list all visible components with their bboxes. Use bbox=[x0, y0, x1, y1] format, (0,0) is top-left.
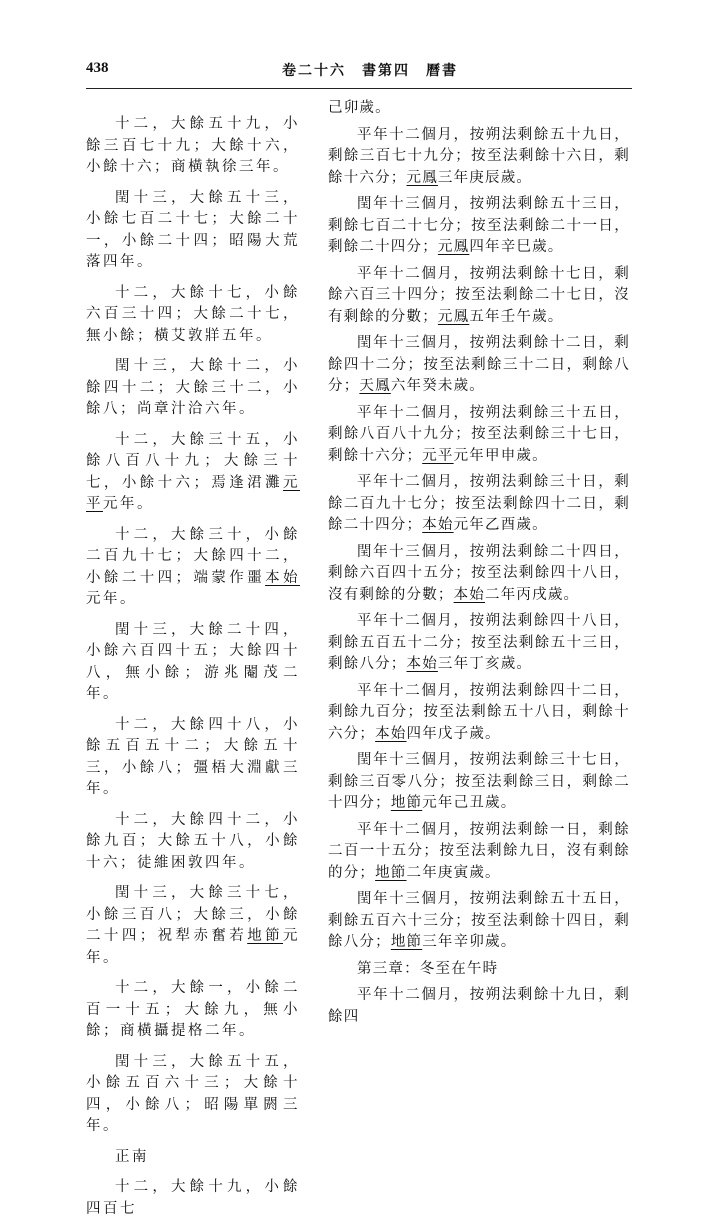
original-entry: 閏十三，大餘五十五，小餘五百六十三；大餘十四，小餘八；昭陽單閼三年。 bbox=[86, 1053, 300, 1134]
era-name-underlined: 元鳳 bbox=[437, 239, 470, 255]
text-segment: 三年丁亥歲。 bbox=[437, 656, 533, 672]
original-entry: 十二，大餘五十九，小餘三百七十九；大餘十六，小餘十六；商橫執徐三年。 bbox=[86, 116, 300, 175]
original-entry bbox=[86, 883, 300, 969]
era-name-underlined: 元鳳 bbox=[406, 169, 438, 186]
era-name-underlined: 本始 bbox=[453, 586, 486, 603]
text-segment: 元年乙酉歲。 bbox=[453, 517, 548, 533]
header-rule bbox=[86, 88, 632, 89]
text-segment: 平年十二個月，按朔法剩餘三十日，剩餘二百九十七分；按至法剩餘四十二日，剩餘二十四分； bbox=[328, 474, 630, 533]
era-name-underlined: 地節 bbox=[390, 795, 423, 811]
original-entry: 十二，大餘四十二，小餘九百；大餘五十八，小餘十六；徒維困敦四年。 bbox=[86, 811, 300, 871]
translation-entry bbox=[328, 611, 630, 676]
translation-entry bbox=[328, 820, 630, 885]
era-name-underlined: 元平 bbox=[86, 474, 300, 512]
original-entry: 閏十三，大餘五十三，小餘七百二十七；大餘二十一，小餘二十四；昭陽大荒落四年。 bbox=[86, 189, 300, 270]
text-segment: 元年。 bbox=[103, 496, 154, 512]
text-segment: 元年甲申歲。 bbox=[453, 447, 548, 464]
text-segment: 平年十二個月，按朔法剩餘四十二日，剩餘九百分；按至法剩餘五十八日，剩餘十六分； bbox=[328, 682, 630, 742]
translation-entry bbox=[328, 889, 630, 954]
text-segment: 閏年十三個月，按朔法剩餘二十四日，剩餘六百四十五分；按至法剩餘四十八日，沒有剩餘的分數； bbox=[328, 543, 630, 603]
text-segment: 元年。 bbox=[86, 591, 137, 607]
translation-entry bbox=[328, 125, 630, 190]
text-segment: 元年己丑歲。 bbox=[422, 795, 517, 811]
translation-entry: 己卯歲。 bbox=[328, 100, 391, 116]
translation-entry bbox=[328, 750, 630, 815]
translation-entry bbox=[328, 264, 630, 329]
era-name-underlined: 元平 bbox=[422, 447, 454, 464]
era-name-underlined: 本始 bbox=[422, 517, 454, 533]
text-segment: 平年十二個月，按朔法剩餘四十八日，剩餘五百五十二分；按至法剩餘五十三日，剩餘八分； bbox=[328, 613, 630, 672]
era-name-underlined: 地節 bbox=[375, 864, 407, 881]
original-entry: 十二，大餘四十八，小餘五百五十二；大餘五十三，小餘八；彊梧大淵獻三年。 bbox=[86, 716, 300, 797]
era-name-underlined: 天鳳 bbox=[359, 378, 391, 394]
text-segment: 平年十二個月，按朔法剩餘十七日，剩餘六百三十四分；按至法剩餘二十七日，沒有剩餘的分數； bbox=[328, 265, 630, 325]
text-segment: 二年庚寅歲。 bbox=[406, 864, 501, 881]
right-column-translation bbox=[328, 98, 630, 1033]
original-entry: 正南 bbox=[115, 1148, 149, 1165]
text-segment: 六年癸未歲。 bbox=[390, 378, 486, 394]
running-head: 卷二十六 書第四 曆書 bbox=[282, 63, 458, 79]
text-segment: 元年。 bbox=[86, 928, 301, 966]
original-entry: 閏十三，大餘十二，小餘四十二；大餘三十二，小餘八；尚章汁洽六年。 bbox=[86, 358, 300, 417]
era-name-underlined: 本始 bbox=[375, 725, 407, 742]
text-segment: 閏年十三個月，按朔法剩餘五十三日，剩餘七百二十七分；按至法剩餘二十一日，剩餘二十四分； bbox=[328, 196, 630, 255]
era-name-underlined: 地節 bbox=[247, 928, 284, 944]
text-segment: 閏十三，大餘三十七，小餘三百八；大餘三，小餘二十四；祝犁赤奮若 bbox=[86, 885, 300, 944]
page-number: 438 bbox=[86, 60, 109, 76]
translation-entry bbox=[328, 681, 630, 746]
text-segment: 三年辛卯歲。 bbox=[422, 934, 517, 950]
translation-entry bbox=[328, 472, 630, 537]
original-entry bbox=[86, 525, 300, 611]
page-header bbox=[86, 60, 632, 86]
text-segment: 閏年十三個月，按朔法剩餘十二日，剩餘四十二分；按至法剩餘三十二日，剩餘八分； bbox=[328, 335, 630, 394]
text-segment: 十二，大餘三十五，小餘八百八十九；大餘三十七，小餘十六；焉逢涒灘 bbox=[86, 431, 300, 491]
text-segment: 閏年十三個月，按朔法剩餘五十五日，剩餘五百六十三分；按至法剩餘十四日，剩餘八分； bbox=[328, 891, 630, 950]
text-segment: 平年十二個月，按朔法剩餘五十九日，剩餘三百七十九分；按至法剩餘十六日，剩餘十六分； bbox=[328, 126, 630, 186]
original-entry bbox=[86, 430, 300, 516]
text-segment: 二年丙戌歲。 bbox=[485, 586, 580, 603]
text-segment: 四年戊子歲。 bbox=[406, 725, 501, 742]
translation-entry bbox=[328, 542, 630, 607]
text-segment: 十二，大餘三十，小餘二百九十七；大餘四十二，小餘二十四；端蒙作噩 bbox=[86, 526, 300, 586]
left-column-original-text bbox=[86, 114, 300, 1229]
era-name-underlined: 本始 bbox=[265, 569, 301, 586]
original-entry: 閏十三，大餘二十四，小餘六百四十五；大餘四十八，無小餘；游兆閹茂二年。 bbox=[86, 621, 300, 702]
era-name-underlined: 地節 bbox=[390, 934, 423, 950]
text-segment: 四年辛巳歲。 bbox=[469, 239, 564, 255]
text-segment: 五年壬午歲。 bbox=[469, 308, 564, 325]
era-name-underlined: 元鳳 bbox=[437, 308, 470, 325]
translation-entry bbox=[328, 194, 630, 259]
translation-entry bbox=[328, 333, 630, 398]
text-segment: 平年十二個月，按朔法剩餘一日，剩餘二百一十五分；按至法剩餘九日，沒有剩餘的分； bbox=[328, 821, 630, 881]
translation-entry: 平年十二個月，按朔法剩餘十九日，剩餘四 bbox=[328, 987, 630, 1025]
original-entry: 十二，大餘一，小餘二百一十五；大餘九，無小餘；商橫攝提格二年。 bbox=[86, 980, 300, 1039]
original-entry: 十二，大餘十九，小餘四百七 bbox=[86, 1179, 300, 1217]
original-entry: 十二，大餘十七，小餘六百三十四；大餘二十七，無小餘；橫艾敦牂五年。 bbox=[86, 284, 300, 344]
text-segment: 三年庚辰歲。 bbox=[437, 169, 533, 186]
era-name-underlined: 本始 bbox=[406, 656, 438, 672]
translation-entry bbox=[328, 403, 630, 468]
translation-entry: 第三章：冬至在午時 bbox=[357, 960, 499, 977]
text-segment: 閏年十三個月，按朔法剩餘三十七日，剩餘三百零八分；按至法剩餘三日，剩餘二十四分； bbox=[328, 752, 630, 811]
text-segment: 平年十二個月，按朔法剩餘三十五日，剩餘八百八十九分；按至法剩餘三十七日，剩餘十六分； bbox=[328, 404, 630, 464]
